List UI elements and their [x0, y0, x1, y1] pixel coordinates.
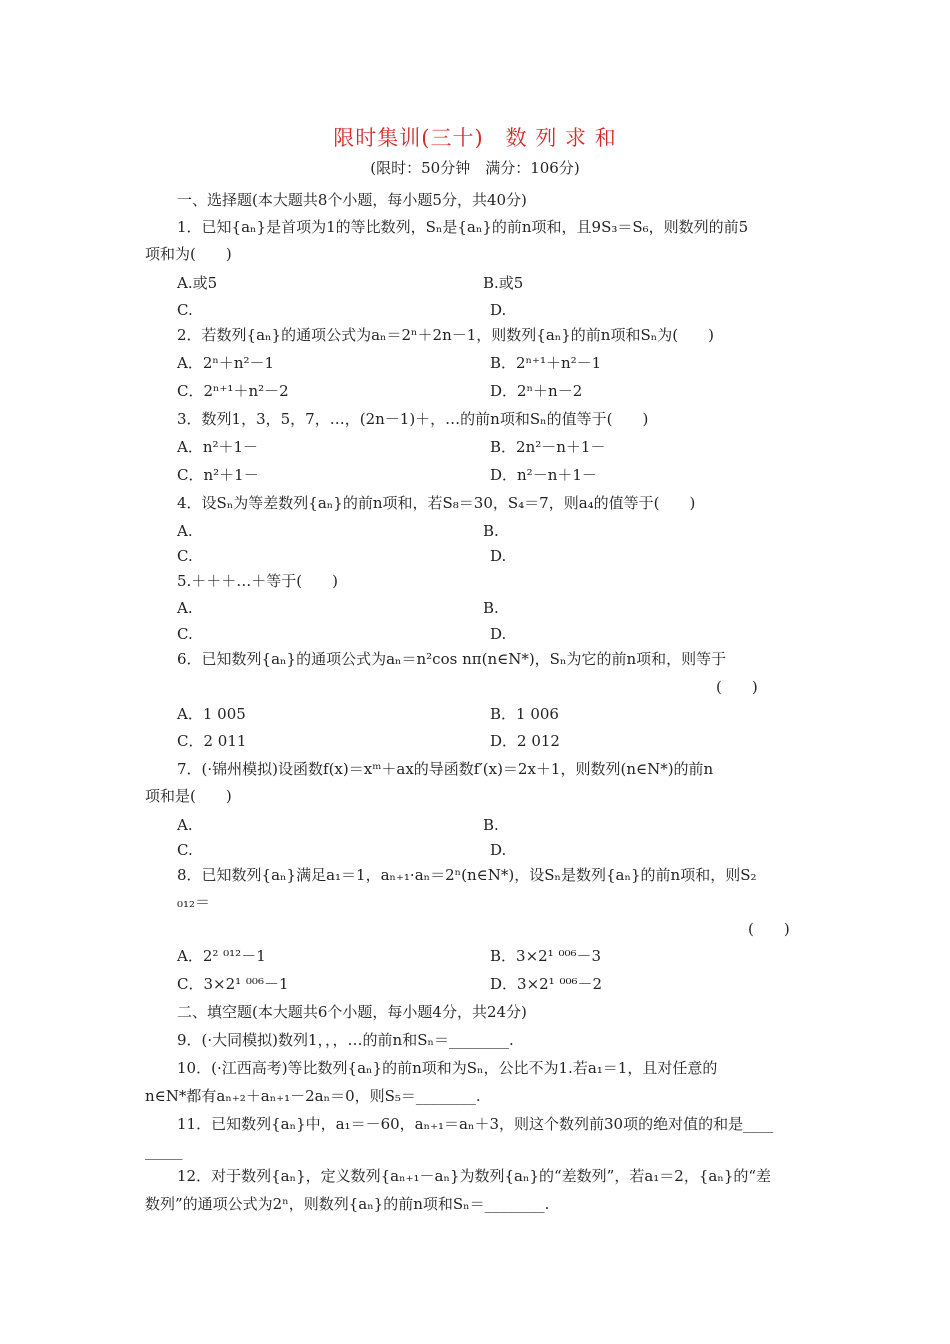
page-title: 限时集训(三十) 数 列 求 和 [333, 126, 617, 150]
text-line: 1．已知{aₙ}是首项为1的等比数列，Sₙ是{aₙ}的前n项和，且9S₃＝S₆，则数列的前5 [177, 218, 749, 236]
text-line: B．2n²－n＋1－ [490, 438, 606, 456]
text-line: 二、填空题(本大题共6个小题，每小题4分，共24分) [177, 1003, 527, 1021]
text-line: A. [177, 599, 193, 617]
text-line: D．2ⁿ＋n－2 [490, 382, 583, 400]
text-line: C．3×2¹ ⁰⁰⁶－1 [177, 975, 289, 993]
text-line: 3．数列1，3，5，7，…，(2n－1)＋，…的前n项和Sₙ的值等于( ) [177, 410, 649, 428]
text-line: C. [177, 301, 193, 319]
text-line: B．1 006 [490, 705, 559, 723]
text-line: 6．已知数列{aₙ}的通项公式为aₙ＝n²cos nπ(n∈N*)，Sₙ为它的前n项和，则等于 [177, 650, 727, 668]
text-line: 9．(·大同模拟)数列1，，，…的前n和Sₙ＝________. [177, 1031, 514, 1049]
text-line: B.或5 [483, 274, 524, 292]
text-line: A．1 005 [177, 705, 246, 723]
text-line: C．2ⁿ⁺¹＋n²－2 [177, 382, 289, 400]
text-line: C. [177, 547, 193, 565]
text-line: 项和为( ) [145, 245, 232, 263]
text-line: D. [490, 625, 507, 643]
text-line: ₀₁₂＝ [177, 893, 211, 911]
text-line: 4．设Sₙ为等差数列{aₙ}的前n项和，若S₈＝30，S₄＝7，则a₄的值等于( ) [177, 494, 696, 512]
text-line: A. [177, 522, 193, 540]
text-line: C．n²＋1－ [177, 466, 259, 484]
text-line: C．2 011 [177, 732, 247, 750]
text-line: A．n²＋1－ [177, 438, 259, 456]
text-line: D. [490, 547, 507, 565]
text-line: D．n²－n＋1－ [490, 466, 597, 484]
text-line: 5.＋＋＋…＋等于( ) [177, 572, 339, 590]
text-line: A.或5 [177, 274, 218, 292]
text-line: D．2 012 [490, 732, 560, 750]
text-line: A．2ⁿ＋n²－1 [177, 354, 275, 372]
text-line: n∈N*都有aₙ₊₂＋aₙ₊₁－2aₙ＝0，则S₅＝________. [145, 1087, 481, 1105]
text-line: B. [483, 599, 499, 617]
text-line: 12．对于数列{aₙ}，定义数列{aₙ₊₁－aₙ}为数列{aₙ}的“差数列”，若a₁＝2，{aₙ}的“差 [177, 1167, 772, 1185]
text-line: B．2ⁿ⁺¹＋n²－1 [490, 354, 602, 372]
text-line: C. [177, 625, 193, 643]
text-line: 7．(·锦州模拟)设函数f(x)＝xᵐ＋ax的导函数f′(x)＝2x＋1，则数列(n∈N*)的前n [177, 760, 714, 778]
text-line: A．2² ⁰¹²－1 [177, 947, 266, 965]
text-line: B. [483, 816, 499, 834]
text-line: 一、选择题(本大题共8个小题，每小题5分，共40分) [177, 191, 527, 209]
text-line: 8．已知数列{aₙ}满足a₁＝1，aₙ₊₁·aₙ＝2ⁿ(n∈N*)，设Sₙ是数列{aₙ}的前n项和，则S₂ [177, 866, 757, 884]
text-line: D. [490, 841, 507, 859]
text-line: A. [177, 816, 193, 834]
text-line: D. [490, 301, 507, 319]
text-line: 11．已知数列{aₙ}中，a₁＝－60，aₙ₊₁＝aₙ＋3，则这个数列前30项的绝对值的和是____ [177, 1115, 774, 1133]
text-line: 2．若数列{aₙ}的通项公式为aₙ＝2ⁿ＋2n－1，则数列{aₙ}的前n项和Sₙ为( ) [177, 326, 714, 344]
text-line: 数列”的通项公式为2ⁿ，则数列{aₙ}的前n项和Sₙ＝________. [145, 1195, 550, 1213]
text-line: B. [483, 522, 499, 540]
text-line: D．3×2¹ ⁰⁰⁶－2 [490, 975, 603, 993]
text-line: ( ) [716, 678, 758, 696]
text-line: C. [177, 841, 193, 859]
text-line: 项和是( ) [145, 787, 232, 805]
text-line: 10．(·江西高考)等比数列{aₙ}的前n项和为Sₙ，公比不为1.若a₁＝1，且对任意的 [177, 1059, 718, 1077]
text-line: _____ [145, 1142, 183, 1160]
text-line: B．3×2¹ ⁰⁰⁶－3 [490, 947, 602, 965]
page-subtitle: (限时：50分钟 满分：106分) [370, 159, 580, 177]
text-line: ( ) [748, 920, 790, 938]
